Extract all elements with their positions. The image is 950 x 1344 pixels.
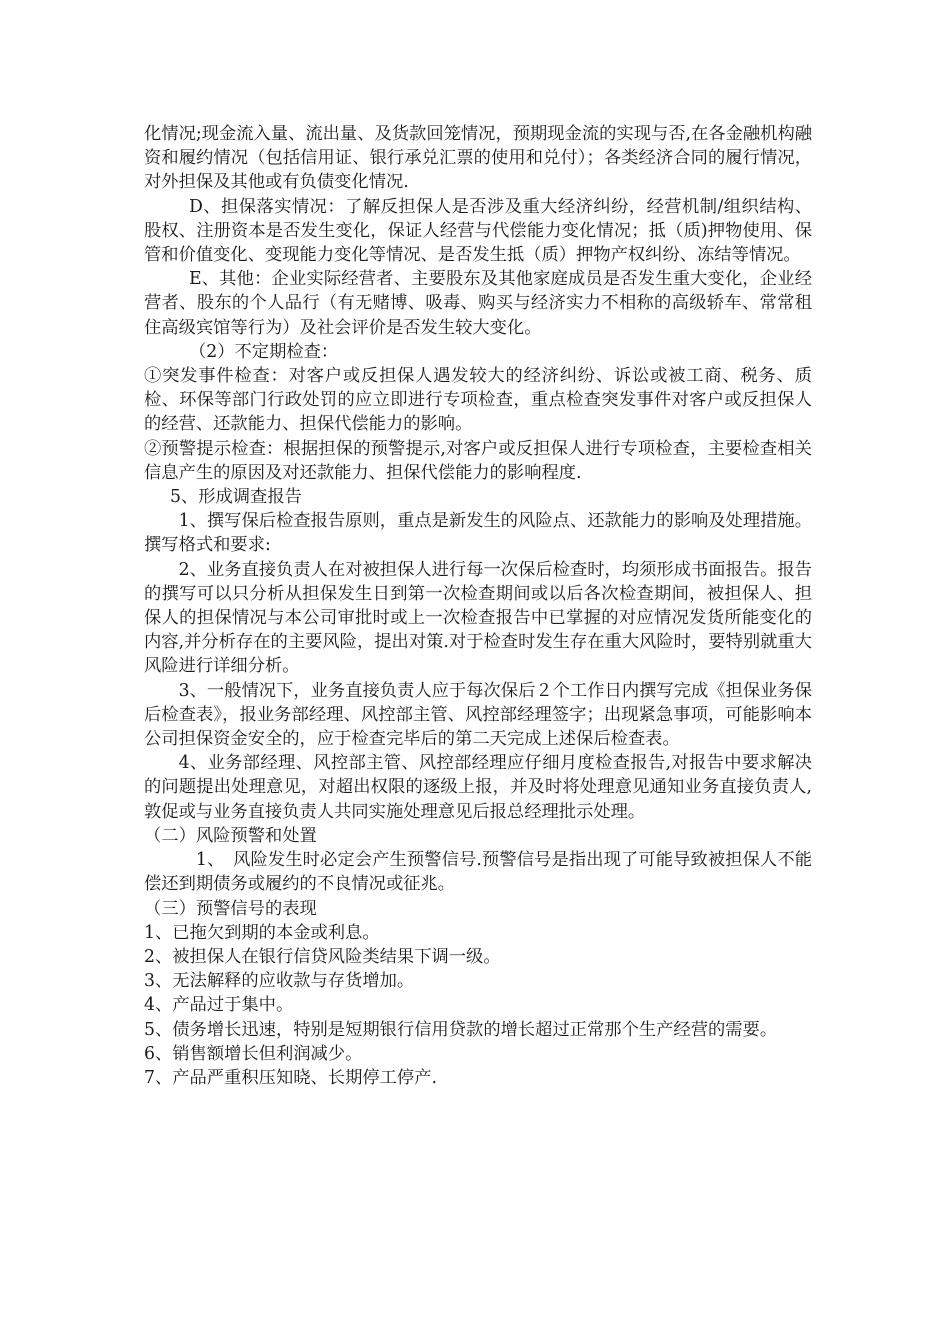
list-item: 5、债务增长迅速，特别是短期银行信用贷款的增长超过正常那个生产经营的需要。 bbox=[144, 1019, 778, 1040]
list-item: 4、产品过于集中。 bbox=[144, 995, 294, 1016]
heading-risk-warning: （二）风险预警和处置 bbox=[144, 825, 317, 846]
list-item: 1、已拖欠到期的本金或利息。 bbox=[144, 922, 380, 943]
paragraph-report-deadline: 3、一般情况下，业务直接负责人应于每次保后２个工作日内撰写完成《担保业务保后检查表》，报业务部经理、风控部主管、风控部经理签字；出现紧急事项，可能影响本公司担保资金安全的，应于检查完毕后的第二天完成上述保后检查表。 bbox=[144, 680, 812, 750]
paragraph-warning-signal-definition: 1、 风险发生时必定会产生预警信号.预警信号是指出现了可能导致被担保人不能偿还到期债务或履约的不良情况或征兆。 bbox=[144, 850, 812, 895]
heading-irregular-inspection: （2）不定期检查： bbox=[188, 341, 339, 362]
paragraph-other-checks: E、其他：企业实际经营者、主要股东及其他家庭成员是否发生重大变化，企业经营者、股东的个人品行（有无赌博、吸毒、购买与经济实力不相称的高级轿车、常常租住高级宾馆等行为）及社会评价是否发生较大变化。 bbox=[144, 269, 812, 338]
document-body bbox=[144, 122, 812, 1090]
paragraph-report-principle: 1、撰写保后检查报告原则，重点是新发生的风险点、还款能力的影响及处理措施。撰写格式和要求: bbox=[144, 511, 812, 556]
list-item: 2、被担保人在银行信贷风险类结果下调一级。 bbox=[144, 946, 501, 967]
paragraph-report-requirement: 2、业务直接负责人在对被担保人进行每一次保后检查时，均须形成书面报告。报告的撰写可以只分析从担保发生日到第一次检查期间或以后各次检查期间，被担保人、担保人的担保情况与本公司审批时或上一次检查报告中已掌握的对应情况发货所能变化的内容,并分析存在的主要风险，提出对策.对于检查时发生存在重大风险时，要特别就重大风险进行详细分析。 bbox=[144, 559, 812, 677]
paragraph-emergency-inspection: ①突发事件检查：对客户或反担保人遇发较大的经济纠纷、诉讼或被工商、税务、质检、环保等部门行政处罚的应立即进行专项检查，重点检查突发事件对客户或反担保人的经营、还款能力、担保代偿能力的影响。 bbox=[144, 366, 812, 435]
list-item: 3、无法解释的应收款与存货增加。 bbox=[144, 971, 415, 992]
paragraph-report-review: 4、业务部经理、风控部主管、风控部经理应仔细月度检查报告,对报告中要求解决的问题提出处理意见，对超出权限的逐级上报，并及时将处理意见通知业务直接负责人,敦促或与业务直接负责人共同实施处理意见后报总经理批示处理。 bbox=[144, 753, 812, 822]
list-item: 7、产品严重积压知晓、长期停工停产. bbox=[144, 1067, 437, 1088]
heading-warning-signals: （三）预警信号的表现 bbox=[144, 898, 317, 919]
paragraph-warning-inspection: ②预警提示检查：根据担保的预警提示,对客户或反担保人进行专项检查，主要检查相关信息产生的原因及对还款能力、担保代偿能力的影响程度. bbox=[144, 438, 812, 483]
heading-investigation-report: 5、形成调查报告 bbox=[169, 487, 302, 508]
paragraph-cashflow-continuation: 化情况;现金流入量、流出量、及货款回笼情况，预期现金流的实现与否,在各金融机构融资和履约情况（包括信用证、银行承兑汇票的使用和兑付）；各类经济合同的履行情况，对外担保及其他或有负债变化情况. bbox=[144, 124, 813, 193]
paragraph-guarantee-implementation: D、担保落实情况：了解反担保人是否涉及重大经济纠纷，经营机制/组织结构、股权、注册资本是否发生变化，保证人经营与代偿能力变化情况；抵（质)押物使用、保管和价值变化、变现能力变化等情况、是否发生抵（质）押物产权纠纷、冻结等情况。 bbox=[144, 196, 812, 266]
list-item: 6、销售额增长但利润减少。 bbox=[144, 1043, 363, 1064]
